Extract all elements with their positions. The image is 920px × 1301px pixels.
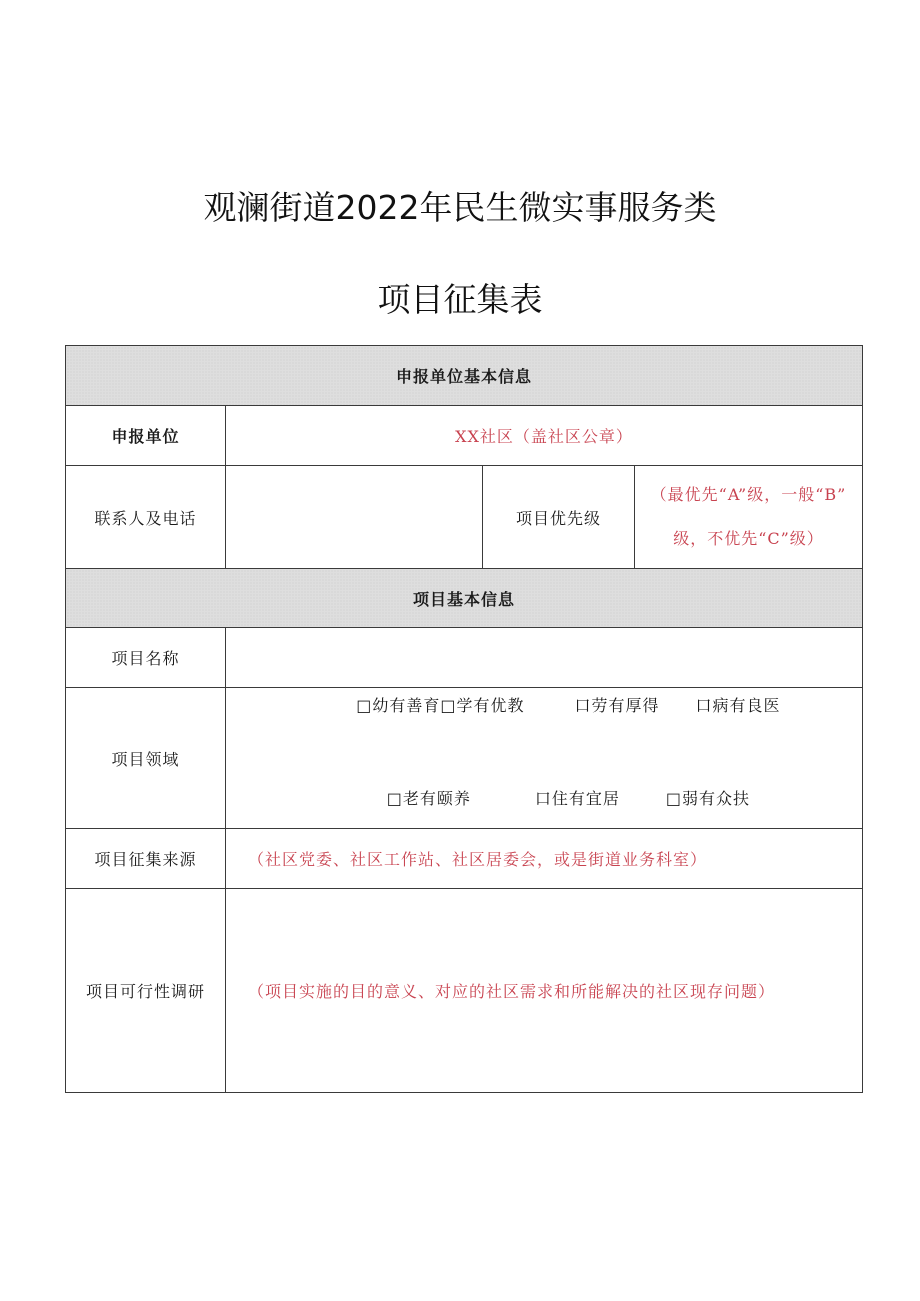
contact-label: 联系人及电话 — [66, 466, 226, 569]
feasibility-label: 项目可行性调研 — [66, 889, 226, 1093]
contact-field[interactable] — [226, 466, 483, 569]
domain-options-line-2 — [226, 767, 862, 828]
priority-hint-line-2: 级，不优先“C”级） — [673, 529, 824, 548]
application-form-table — [65, 345, 863, 1093]
feasibility-field[interactable]: （项目实施的目的意义、对应的社区需求和所能解决的社区现存问题） — [226, 889, 863, 1093]
domain-options-line-1 — [226, 674, 862, 735]
document-title-line-2: 项目征集表 — [377, 280, 543, 319]
domain-option-elderly[interactable]: □老有颐养 — [386, 789, 471, 808]
contact-row — [66, 466, 863, 569]
document-title-line-1: 观澜街道2022年民生微实事服务类 — [203, 188, 717, 227]
domain-option-healthcare[interactable]: 口病有良医 — [695, 696, 781, 715]
applicant-section-row — [66, 346, 863, 406]
unit-label: 申报单位 — [66, 406, 226, 466]
priority-hint-line-1: （最优先“A”级，一般“B” — [650, 485, 847, 504]
unit-field[interactable]: XX社区（盖社区公章） — [226, 406, 863, 466]
domain-option-education[interactable]: □学有优教 — [440, 696, 525, 715]
project-domain-row — [66, 688, 863, 829]
feasibility-row — [66, 889, 863, 1093]
project-section-row — [66, 569, 863, 628]
priority-field[interactable] — [635, 466, 863, 569]
unit-row — [66, 406, 863, 466]
priority-label: 项目优先级 — [483, 466, 635, 569]
project-source-field[interactable]: （社区党委、社区工作站、社区居委会，或是街道业务科室） — [226, 829, 863, 889]
project-domain-options — [226, 688, 863, 829]
project-section-header: 项目基本信息 — [66, 569, 863, 628]
domain-option-childcare[interactable]: □幼有善育 — [356, 696, 441, 715]
project-name-label: 项目名称 — [66, 628, 226, 688]
project-domain-label: 项目领域 — [66, 688, 226, 829]
domain-option-vulnerable[interactable]: □弱有众扶 — [665, 789, 750, 808]
project-source-row — [66, 829, 863, 889]
applicant-section-header: 申报单位基本信息 — [66, 346, 863, 406]
domain-option-housing[interactable]: 口住有宜居 — [534, 789, 620, 808]
domain-option-employment[interactable]: 口劳有厚得 — [574, 696, 660, 715]
project-source-label: 项目征集来源 — [66, 829, 226, 889]
